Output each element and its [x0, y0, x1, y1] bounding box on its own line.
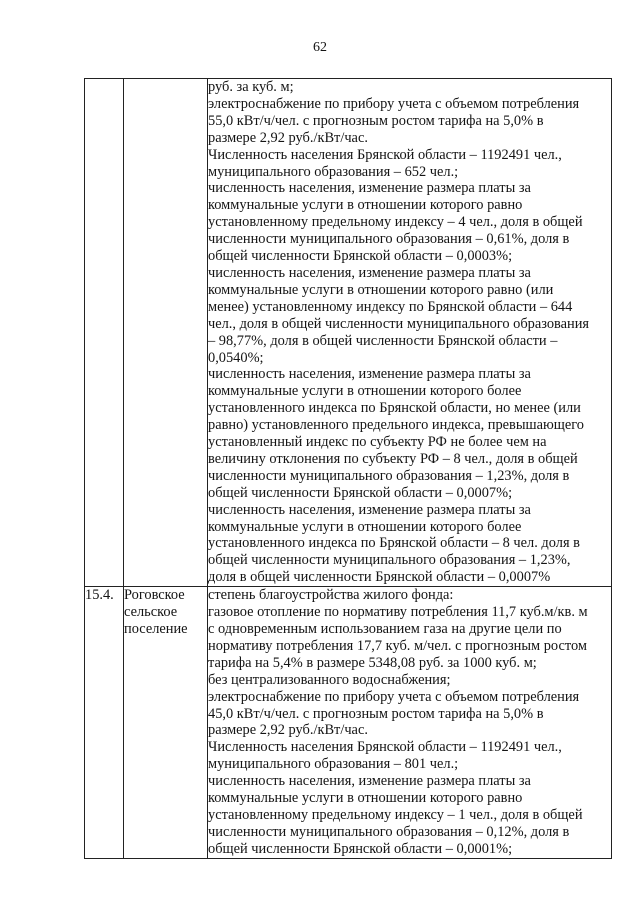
- row-number-cell: 15.4.: [85, 587, 124, 859]
- description-line: газовое отопление по нормативу потребления 11,7 куб.м/кв. м: [208, 604, 588, 621]
- description-line: доля в общей численности Брянской области – 0,0007%: [208, 569, 551, 586]
- description-line: коммунальные услуги в отношении которого более: [208, 518, 522, 535]
- description-line: численность населения, изменение размера платы за: [208, 501, 531, 518]
- description-line: численности муниципального образования – 0,61%, доля в: [208, 231, 570, 248]
- description-line: электроснабжение по прибору учета с объемом потребления: [208, 95, 580, 112]
- municipality-name-cell: [124, 79, 208, 587]
- description-line: численность населения, изменение размера платы за: [208, 180, 531, 197]
- description-line: без централизованного водоснабжения;: [208, 671, 451, 688]
- table-row: [85, 79, 612, 587]
- table-row: [85, 587, 612, 859]
- description-line: общей численности муниципального образования – 1,23%,: [208, 552, 571, 569]
- description-cell: [208, 79, 612, 587]
- description-line: Численность населения Брянской области – 1192491 чел.,: [208, 739, 562, 756]
- description-line: величину отклонения по субъекту РФ – 8 чел., доля в общей: [208, 450, 578, 467]
- description-line: установленного индекса по Брянской области, но менее (или: [208, 400, 581, 417]
- municipality-name-line: поселение: [124, 621, 188, 637]
- description-line: размере 2,92 руб./кВт/час.: [208, 722, 368, 739]
- description-line: муниципального образования – 801 чел.;: [208, 756, 459, 773]
- description-line: общей численности Брянской области – 0,0007%;: [208, 484, 513, 501]
- description-line: электроснабжение по прибору учета с объемом потребления: [208, 688, 580, 705]
- description-line: численность населения, изменение размера платы за: [208, 264, 531, 281]
- description-line: 45,0 кВт/ч/чел. с прогнозным ростом тарифа на 5,0% в: [208, 705, 544, 722]
- municipality-name-line: Роговское: [124, 587, 185, 604]
- description-line: численность населения, изменение размера платы за: [208, 773, 531, 790]
- description-line: коммунальные услуги в отношении которого равно: [208, 197, 523, 214]
- description-line: Численность населения Брянской области – 1192491 чел.,: [208, 146, 562, 163]
- description-line: руб. за куб. м;: [208, 79, 294, 95]
- description-line: коммунальные услуги в отношении которого равно: [208, 790, 523, 807]
- description-line: численности муниципального образования – 1,23%, доля в: [208, 467, 570, 484]
- description-line: тарифа на 5,4% в размере 5348,08 руб. за 1000 куб. м;: [208, 654, 537, 671]
- description-line: установленного индекса по Брянской области – 8 чел. доля в: [208, 535, 580, 552]
- description-line: общей численности Брянской области – 0,0001%;: [208, 840, 513, 857]
- description-line: коммунальные услуги в отношении которого равно (или: [208, 281, 554, 298]
- description-line: численности муниципального образования – 0,12%, доля в: [208, 823, 570, 840]
- description-line: размере 2,92 руб./кВт/час.: [208, 129, 368, 146]
- description-line: муниципального образования – 652 чел.;: [208, 163, 459, 180]
- description-line: нормативу потребления 17,7 куб. м/чел. с прогнозным ростом: [208, 637, 587, 654]
- description-line: установленному предельному индексу – 4 чел., доля в общей: [208, 214, 583, 231]
- description-line: менее) установленному индексу по Брянской области – 644: [208, 298, 573, 315]
- municipality-name-cell: [124, 587, 208, 859]
- description-line: с одновременным использованием газа на другие цели по: [208, 621, 562, 637]
- description-line: коммунальные услуги в отношении которого более: [208, 383, 522, 400]
- page-number: 62: [313, 40, 327, 55]
- description-cell: [208, 587, 612, 859]
- description-line: равно) установленного предельного индекса, превышающего: [208, 417, 584, 434]
- description-line: общей численности Брянской области – 0,0003%;: [208, 248, 513, 265]
- description-line: 55,0 кВт/ч/чел. с прогнозным ростом тарифа на 5,0% в: [208, 112, 544, 129]
- document-table: [84, 78, 612, 859]
- row-number-cell: [85, 79, 124, 587]
- municipality-name-line: сельское: [124, 604, 178, 621]
- description-line: численность населения, изменение размера платы за: [208, 366, 531, 383]
- description-line: установленному предельному индексу – 1 чел., доля в общей: [208, 806, 583, 823]
- description-line: – 98,77%, доля в общей численности Брянской области –: [208, 332, 558, 349]
- description-line: 0,0540%;: [208, 349, 264, 366]
- description-line: чел., доля в общей численности муниципального образования: [208, 315, 590, 332]
- description-line: степень благоустройства жилого фонда:: [208, 587, 454, 604]
- description-line: установленный индекс по субъекту РФ не более чем на: [208, 434, 547, 451]
